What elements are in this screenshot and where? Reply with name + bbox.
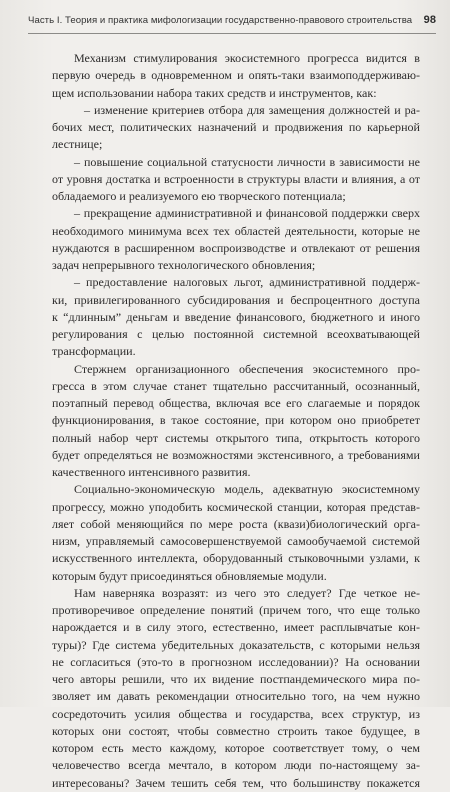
text-line: лестнице; [52, 137, 103, 152]
text-line: Социально-экономическую модель, адекватную экосистемному [74, 482, 420, 497]
text-line: зволяет им давать рекомендации относительно того, на чем нужно [52, 689, 420, 704]
text-line: Механизм стимулирования экосистемного прогресса видится в [74, 51, 420, 65]
text-line: первую очередь в одновременном и опять-таки взаимоподдерживаю- [52, 68, 420, 83]
text-line: необходимого минимума всех тех областей деятельности, которые не [52, 223, 420, 238]
text-line: сосредоточить усилия общества и государства, всех структур, из [52, 706, 420, 721]
text-line: будет определяться не возможностями экстенсивного, а требованиями [52, 447, 420, 462]
text-line: бочих мест, политических назначений и продвижения по карьерной [52, 120, 420, 134]
text-line: функционирования, в такое состояние, при котором оно приобретет [52, 413, 420, 428]
text-line: низм, управляемый самосовершенствуемой самообучаемой системой [52, 534, 420, 548]
running-head [28, 14, 436, 30]
text-line: – изменение критериев отбора для замещения должностей и ра- [84, 102, 420, 117]
text-line: человечество всегда мечтало, в котором люди по-настоящему за- [52, 758, 420, 773]
text-line: прогрессу, можно уподобить космической станции, которая представ- [52, 499, 420, 514]
text-line: задач непрерывного технологического обновления; [52, 258, 316, 272]
text-line: интересованы? Зачем тешить себя тем, что большинству покажется [52, 775, 420, 790]
body-text [52, 50, 420, 792]
text-line: Нам наверняка возразят: из чего это следует? Где четкое не- [74, 585, 420, 600]
text-line: от уровня достатка и встроенности в структуры власти и влияния, а от [52, 171, 420, 186]
text-line: гресса в этом случае станет тщательно рассчитанный, осознанный, [52, 378, 420, 393]
text-line: противоречивое определение понятий (причем того, что еще только [52, 603, 420, 617]
text-line: – повышение социальной статусности личности в зависимости не [74, 154, 420, 169]
running-title: Часть I. Теория и практика мифологизации государственно-правового строительства [28, 15, 413, 26]
text-line: которых они состоят, чтобы совместно строить такое будущее, в [52, 723, 420, 738]
text-line: нарождается и в силу этого, естественно, имеет расплывчатые кон- [52, 620, 420, 635]
text-line: обладаемого и реализуемого ею творческого потенциала; [52, 189, 346, 203]
page-number: 98 [423, 14, 436, 26]
text-line: к “длинным” деньгам и введение финансового, бюджетного и иного [52, 309, 420, 324]
text-line: поэтапный перевод общества, включая все его слагаемые и порядок [52, 396, 420, 410]
text-line: не согласиться (это-то в прогнозном исследовании)? На основании [52, 654, 420, 669]
text-line: Стержнем организационного обеспечения экосистемного про- [74, 361, 420, 376]
text-line: которым будут присоединяться обновляемые модули. [52, 568, 327, 583]
text-line: полный набор черт системы открытого типа, открытость которого [52, 430, 420, 445]
text-line: котором есть место каждому, которое соответствует тому, о чем [52, 741, 420, 755]
text-line: нуждаются в расширенном воспроизводстве и отвлекают от решения [52, 240, 420, 255]
header-rule [28, 33, 436, 34]
text-line: – прекращение административной и финансовой поддержки сверх [74, 206, 420, 221]
text-line: искусственного интеллекта, оборудованный стыковочными узлами, к [52, 551, 420, 566]
text-line: ляет собой меняющийся по мере роста (квази)биологический орга- [52, 516, 420, 531]
text-line: чего авторы решили, что их видение постпандемического мира по- [52, 672, 420, 686]
text-line: качественного интенсивного развития. [52, 465, 251, 479]
text-line: регулирования с целью постоянной системной всеохватывающей [52, 327, 420, 341]
text-line: ки, привилегированного субсидирования и беспроцентного доступа [52, 292, 420, 307]
text-line: туры)? Где система убедительных доказательств, с которыми нельзя [52, 637, 420, 652]
text-line: щем использовании набора таких средств и инструментов, как: [52, 85, 377, 100]
text-line: трансформации. [52, 344, 136, 359]
text-line: – предоставление налоговых льгот, административной поддерж- [74, 275, 420, 290]
